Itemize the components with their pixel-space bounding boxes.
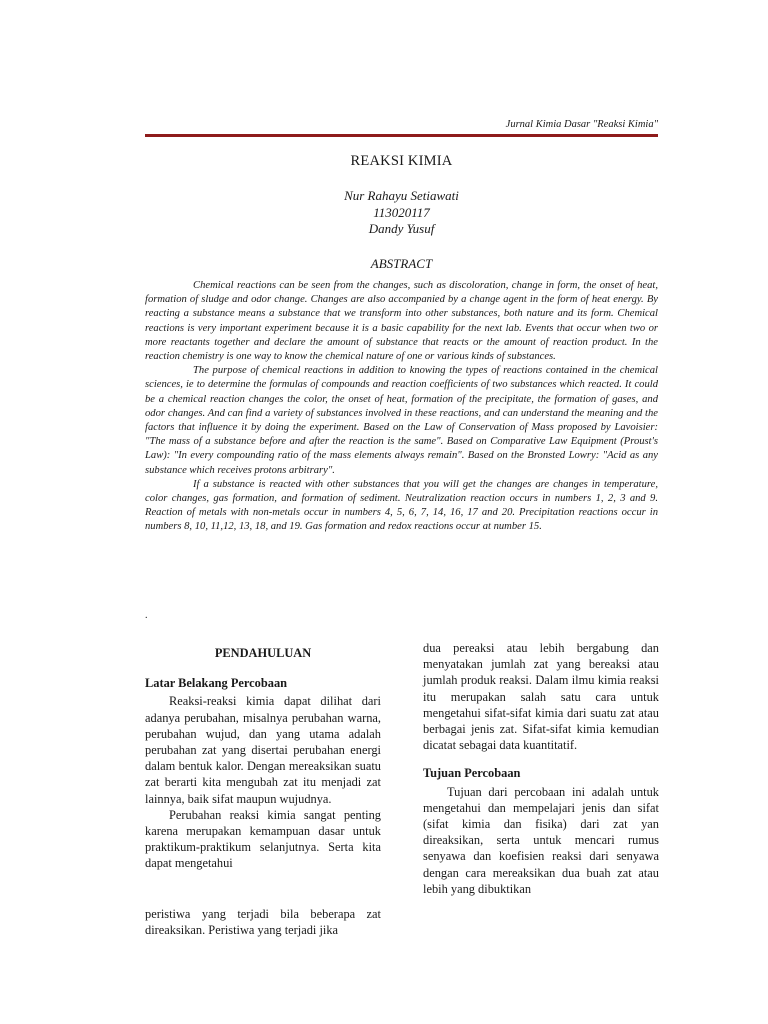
header-divider [145, 134, 658, 137]
paper-title: REAKSI KIMIA [350, 153, 453, 169]
author-name: Dandy Yusuf [368, 221, 435, 236]
subsection-heading: Latar Belakang Percobaan [145, 676, 288, 691]
left-column [145, 640, 381, 938]
abstract-body [145, 279, 658, 535]
column-gap [145, 872, 381, 906]
author-block [145, 188, 658, 238]
body-paragraph: Perubahan reaksi kimia sangat penting karena merupakan kemampuan dasar untuk praktikum-praktikum selanjutnya. Serta kita dapat mengetahui [145, 807, 381, 871]
abstract-paragraph: Chemical reactions can be seen from the changes, such as discoloration, change in form, the onset of heat, formation of sludge and odor change. Changes are also accompanied by a change agent in the form of heat energy. By reacting a substance means a substance that we transform into other substances, both nature and its form. Chemical reactions is very important experiment because it is a basic capability for the next lab. Events that occur when two or more reactants together and declare the amount of substance that reacts or the amount of reaction product. In the reaction chemistry is one way to know the chemical nature of one or various kinds of substances. [145, 280, 658, 363]
section-heading: PENDAHULUAN [214, 646, 312, 660]
author-name: Nur Rahayu Setiawati [344, 188, 459, 203]
author-id: 113020117 [373, 204, 430, 220]
abstract-paragraph: If a substance is reacted with other substances that you will get the changes are changes in temperature, color changes, gas formation, and formation of sediment. Neutralization reaction occurs in numbers 1, 2, 3 and 9. Reaction of metals with non-metals occur in numbers 4, 5, 6, 7, 14, 16, 17 and 20. Precipitation reactions occur in numbers 8, 10, 11,12, 13, 18, and 19. Gas formation and redox reactions occur at number 15. [145, 478, 658, 533]
right-column [423, 640, 659, 897]
body-paragraph: Reaksi-reaksi kimia dapat dilihat dari adanya perubahan, misalnya perubahan warna, perubahan wujud, dan yang utama adalah perubahan zat yang disertai perubahan energi dalam bentuk kalor. Dengan mereaksikan suatu zat berarti kita mengubah zat itu menjadi zat lainnya, baik sifat maupun wujudnya. [145, 694, 381, 806]
trailing-mark: . [145, 610, 148, 621]
body-paragraph: Tujuan dari percobaan ini adalah untuk mengetahui dan mempelajari jenis dan sifat (sifat kimia dan fisika) dari zat yan direaksikan, serta untuk mencari rumus senyawa dan koefisien reaksi dari senyawa dengan cara mereaksikan dua buah zat atau lebih yang dibuktikan [423, 784, 659, 896]
subsection-heading: Tujuan Percobaan [423, 766, 521, 781]
abstract-heading: ABSTRACT [370, 256, 433, 271]
abstract-paragraph: The purpose of chemical reactions in addition to knowing the types of reactions contained in the chemical sciences, ie to determine the formulas of compounds and reaction coefficients of two substances which reacted. It could be a chemical reaction changes the color, the onset of heat, formation of the precipitate, the formation of gases, and odor changes. And can find a variety of substances involved in these reactions, and can understand the meaning and the factors that influence it by doing the experiment. Based on the Law of Conservation of Mass proposed by Lavoisier: "The mass of a substance before and after the reaction is the same". Based on Comparative Law Equipment (Proust's Law): "In every compounding ratio of the mass elements always remain". Based on the Bronsted Lowry: "Acid as any substance which receives protons arbitrary". [145, 365, 658, 476]
body-paragraph: peristiwa yang terjadi bila beberapa zat direaksikan. Peristiwa yang terjadi jika [145, 906, 381, 937]
journal-running-header: Jurnal Kimia Dasar "Reaksi Kimia" [505, 119, 658, 130]
body-paragraph: dua pereaksi atau lebih bergabung dan menyatakan jumlah zat yang bereaksi atau jumlah produk reaksi. Dalam ilmu kimia reaksi itu merupakan salah satu cara untuk mengetahui sifat-sifat kimia dari suatu zat atau berbagai jenis zat. Sifat-sifat kimia kemudian dicatat sebagai data kuantitatif. [423, 641, 659, 753]
